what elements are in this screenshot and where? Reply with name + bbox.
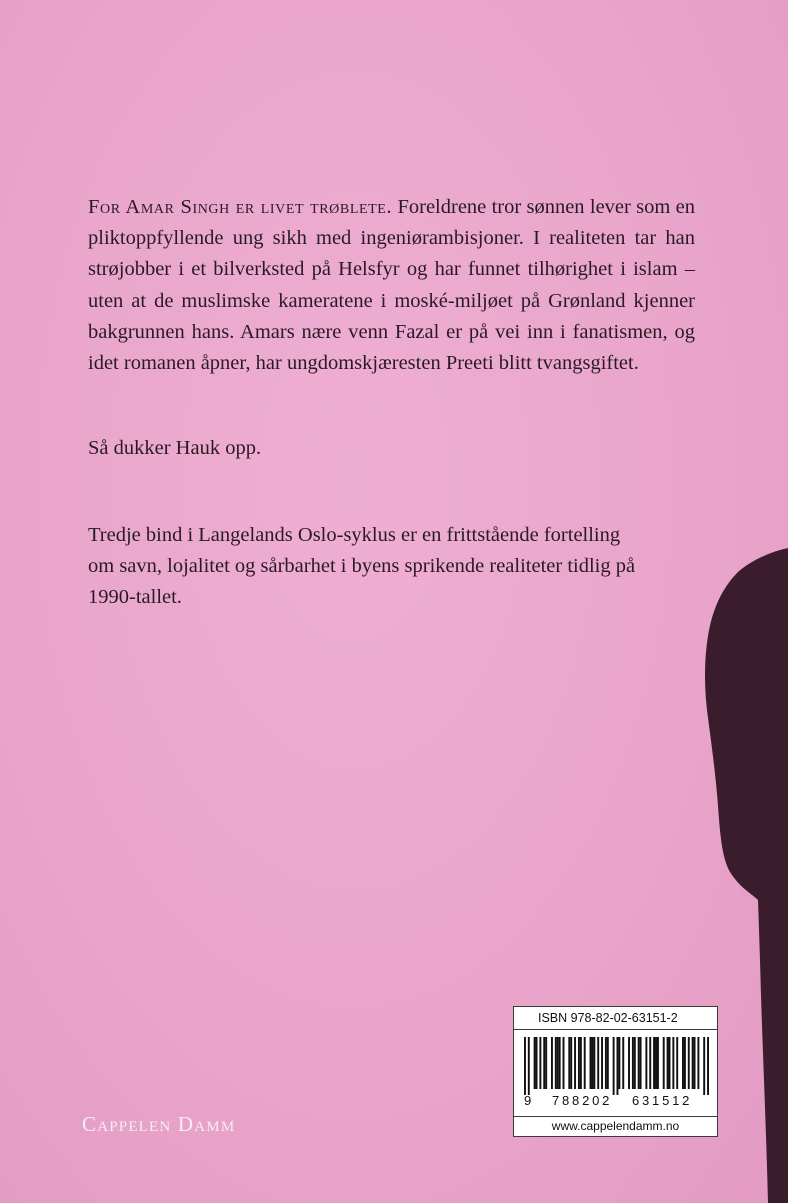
barcode-bar <box>638 1037 640 1089</box>
barcode-bar <box>694 1037 696 1089</box>
barcode-bar <box>580 1037 582 1089</box>
barcode-bar <box>613 1037 615 1095</box>
barcode-bar <box>688 1037 690 1089</box>
barcode-bar <box>528 1037 530 1095</box>
barcode-bar <box>692 1037 694 1089</box>
barcode-bar <box>574 1037 576 1089</box>
barcode-bar <box>555 1037 557 1089</box>
barcode-bar <box>618 1037 620 1089</box>
barcode-bar <box>669 1037 671 1089</box>
barcode-bar <box>682 1037 684 1089</box>
barcode-bar <box>563 1037 565 1089</box>
barcode-bar <box>697 1037 699 1089</box>
barcode-bar <box>584 1037 586 1089</box>
blurb-paragraph-1 <box>88 192 695 379</box>
barcode-digits <box>524 1093 709 1111</box>
barcode-bar <box>622 1037 624 1089</box>
barcode-bar <box>551 1037 553 1089</box>
barcode-bar <box>645 1037 647 1089</box>
barcode-bar <box>657 1037 659 1089</box>
isbn-barcode-box <box>513 1006 718 1137</box>
barcode-bar <box>591 1037 593 1089</box>
barcode-bar <box>559 1037 561 1089</box>
barcode-digit-group-1: 788202 <box>552 1093 613 1108</box>
barcode-bar <box>684 1037 686 1089</box>
barcode-bar <box>590 1037 592 1089</box>
barcode-bar <box>543 1037 545 1089</box>
barcode-bar <box>605 1037 607 1089</box>
barcode-bar <box>649 1037 651 1089</box>
blurb-paragraph-2: Tredje bind i Langelands Oslo-syklus er en frittstående fortelling om savn, lojalitet og sårbarhet i byens sprikende realiteter tidlig på 1990-tallet. <box>88 524 636 609</box>
isbn-label: ISBN 978-82-02-63151-2 <box>514 1007 717 1030</box>
barcode-bar <box>667 1037 669 1089</box>
barcode-bar <box>578 1037 580 1089</box>
blurb-line-2: Så dukker Hauk opp. <box>88 437 262 459</box>
publisher-url: www.cappelendamm.no <box>514 1116 717 1136</box>
barcode-bar <box>536 1037 538 1089</box>
barcode-bar <box>524 1037 526 1095</box>
barcode-bar <box>676 1037 678 1089</box>
barcode-bar <box>632 1037 634 1089</box>
barcode-bar <box>634 1037 636 1089</box>
barcode-bar <box>534 1037 536 1089</box>
barcode-bar <box>607 1037 609 1089</box>
barcode-bar <box>653 1037 655 1089</box>
barcode-bar <box>707 1037 709 1095</box>
blurb-paragraph-rest: Foreldrene tror sønnen lever som en pliktoppfyllende ung sikh med ingeniørambisjoner. I realiteten tar han strøjobber i et bilverksted på Helsfyr og har funnet tilhørighet i islam – uten at de muslimske kameratene i moské-miljøet på Grønland kjenner bakgrunnen hans. Amars nære venn Fazal er på vei inn i fanatismen, og idet romanen åpner, har ungdomskjæresten Preeti blitt tvangsgiftet. <box>88 196 695 375</box>
blurb-lead-smallcaps: For Amar Singh er livet trøblete. <box>88 196 393 218</box>
barcode-bar <box>617 1037 619 1095</box>
barcode-bar <box>601 1037 603 1089</box>
barcode-bars <box>524 1037 709 1095</box>
barcode-bar <box>570 1037 572 1089</box>
barcode-bar <box>640 1037 642 1089</box>
barcode-bar <box>703 1037 705 1095</box>
barcode-bar <box>539 1037 541 1089</box>
barcode-digit-group-2: 631512 <box>632 1093 693 1108</box>
barcode-bar <box>597 1037 599 1089</box>
barcode-bar <box>672 1037 674 1089</box>
barcode-bar <box>655 1037 657 1089</box>
barcode-bar <box>545 1037 547 1089</box>
publisher-logo: Cappelen Damm <box>82 1112 236 1136</box>
barcode-bar <box>568 1037 570 1089</box>
barcode-bar <box>628 1037 630 1089</box>
barcode-bar <box>557 1037 559 1089</box>
barcode-bar <box>593 1037 595 1089</box>
barcode-digit-lead: 9 <box>524 1093 532 1108</box>
barcode-bar <box>663 1037 665 1089</box>
